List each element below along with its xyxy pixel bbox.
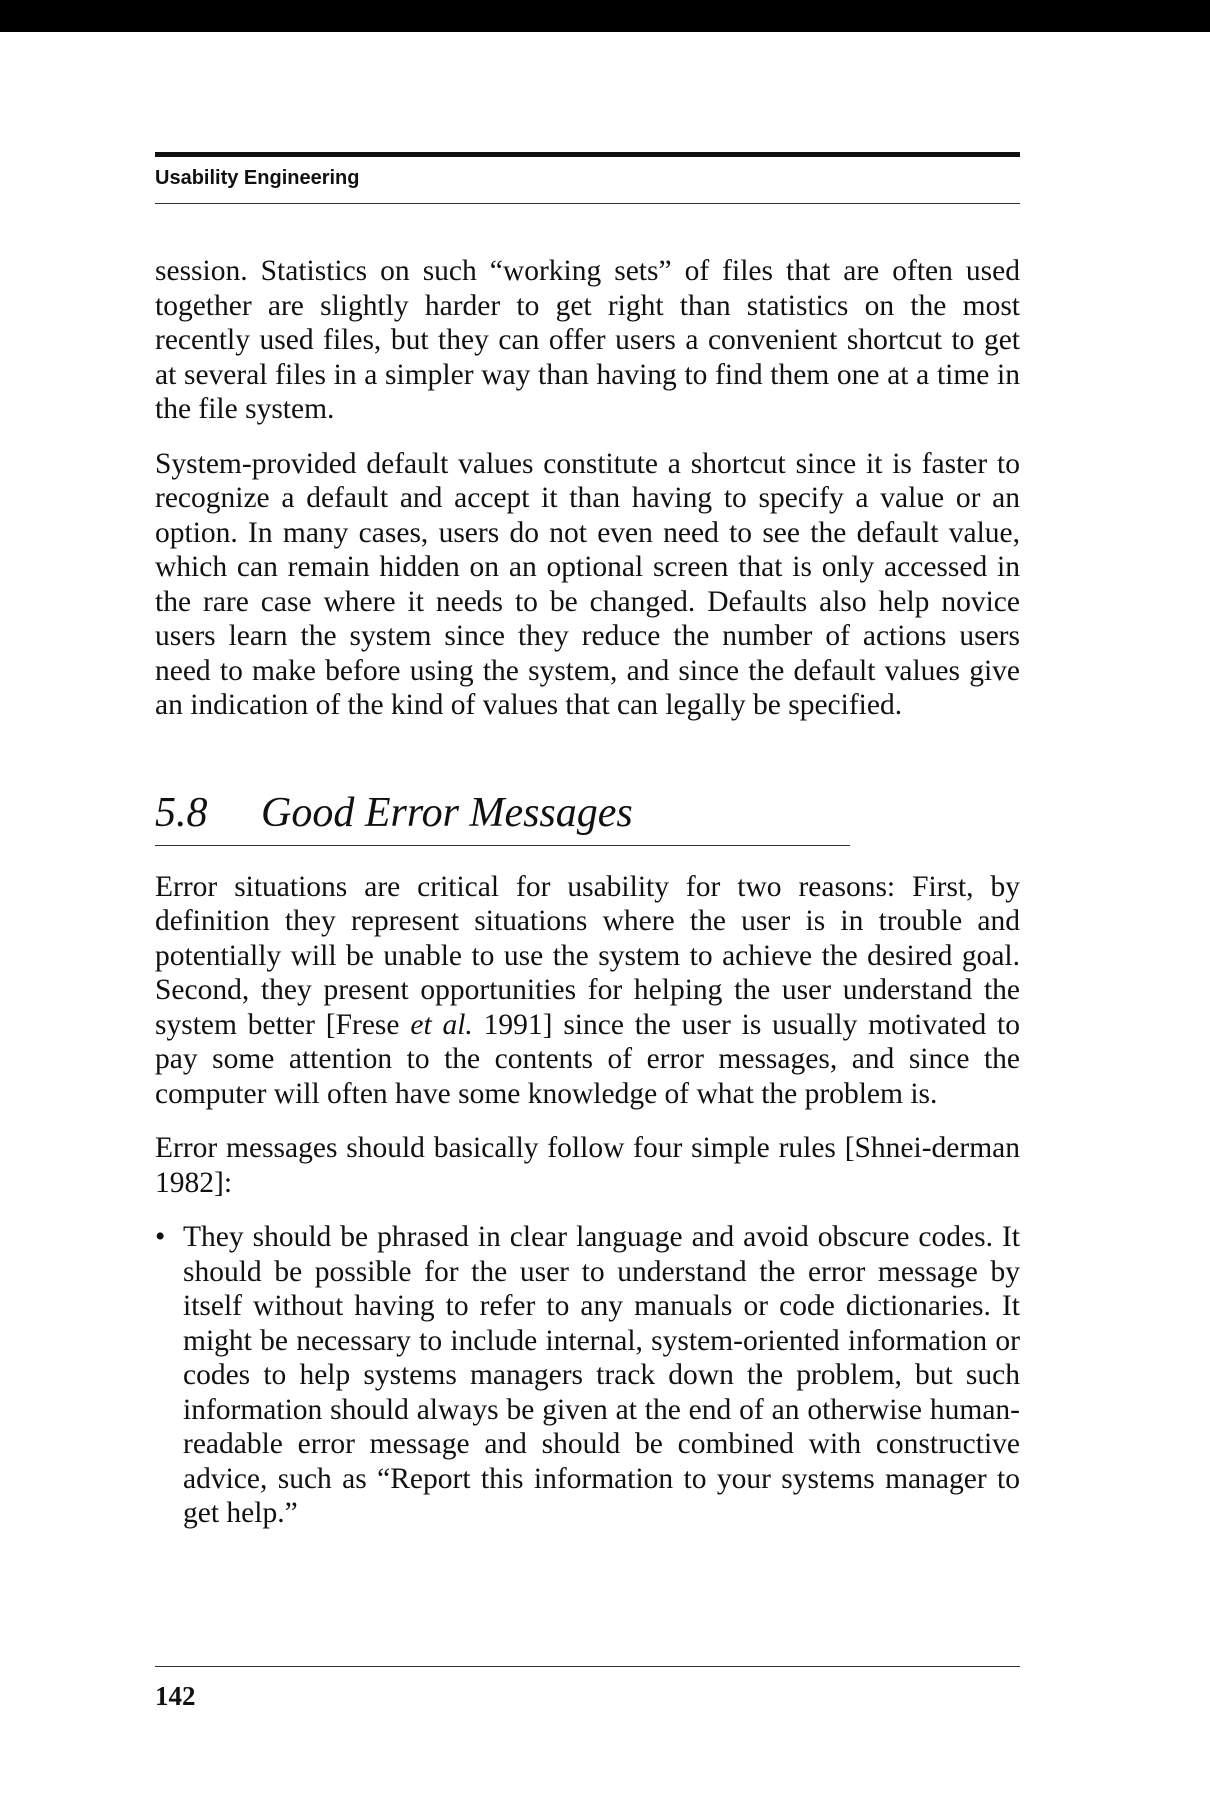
rules-bullet-list — [155, 1220, 1020, 1531]
bullet-text: They should be phrased in clear language and avoid obscure codes. It should be possible for the user to understand the error message by itself without having to refer to any manuals or code dictionaries. It might be necessary to include internal, system-oriented information or codes to help systems managers track down the problem, but such information should always be given at the end of an otherwise human-readable error message and should be combined with constructive advice, such as “Report this information to your systems manager to get help.” — [183, 1221, 1020, 1529]
section-heading — [155, 789, 1020, 837]
list-item — [155, 1220, 1020, 1531]
paragraph-working-sets: session. Statistics on such “working sets” of files that are often used together are slightly harder to get right than statistics on the most recently used files, but they can offer users a convenient shortcut to get at several files in a simpler way than having to find them one at a time in the file system. — [155, 255, 1020, 425]
page-footer — [155, 1666, 1020, 1711]
section-title: Good Error Messages — [261, 789, 633, 836]
bullet-icon: • — [155, 1221, 166, 1253]
header-thin-rule — [155, 203, 1020, 204]
footer-rule — [155, 1666, 1020, 1667]
para3-text-before-citation: Error situations are critical for usability for two reasons: First, by definition they represent situations where the user is in trouble and potentially will be unable to use the system to achieve the desired goal. Second, they present opportunities for helping the user understand the system better [Frese — [155, 870, 1020, 1041]
running-head: Usability Engineering — [155, 167, 360, 189]
book-page — [155, 152, 1020, 1531]
paragraph-default-values: System-provided default values constitute a shortcut since it is faster to recognize a default and accept it than having to specify a value or an option. In many cases, users do not even need to see the default value, which can remain hidden on an optional screen that is only accessed in the rare case where it needs to be changed. Defaults also help novice users learn the system since they reduce the number of actions users need to make before using the system, and since the default values give an indication of the kind of values that can legally be specified. — [155, 447, 1020, 721]
scan-top-border — [0, 0, 1210, 32]
header-thick-rule — [155, 152, 1020, 157]
section-number: 5.8 — [155, 789, 208, 836]
page-number: 142 — [155, 1681, 196, 1711]
section-rule — [155, 845, 850, 846]
paragraph-four-rules: Error messages should basically follow four simple rules [Shnei-derman 1982]: — [155, 1132, 1020, 1199]
para3-citation-et-al: et al. — [410, 1008, 473, 1041]
para3-text-after-citation: 1991] since the user is usually motivated to pay some attention to the contents of error messages, and since the computer will often have some knowledge of what the problem is. — [155, 1008, 1020, 1110]
paragraph-error-situations — [155, 870, 1020, 1112]
